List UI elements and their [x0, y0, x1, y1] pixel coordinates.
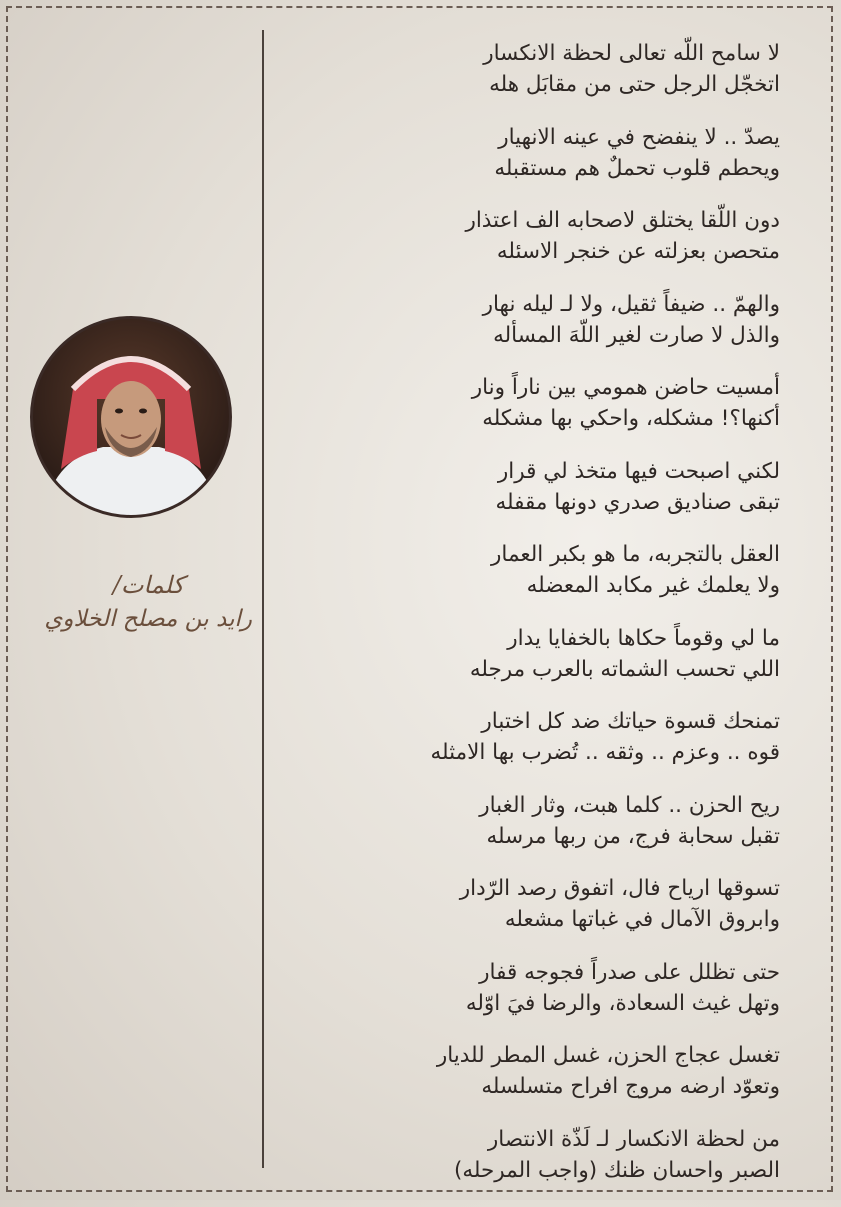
- poem-line: تقبل سحابة فرج، من ربها مرسله: [300, 821, 780, 852]
- poem-line: يصدّ .. لا ينفضح في عينه الانهيار: [300, 122, 780, 153]
- poem-line: ويحطم قلوب تحملٌ هم مستقبله: [300, 153, 780, 184]
- poem-line: وتهل غيث السعادة، والرضا فيَ اوّله: [300, 988, 780, 1019]
- poem-line: اتخجّل الرجل حتى من مقابَل هله: [300, 69, 780, 100]
- poem-line: والذل لا صارت لغير اللّهَ المسأله: [300, 320, 780, 351]
- credit-block: [18, 568, 258, 636]
- stanza: [300, 122, 780, 206]
- poem-line: تغسل عجاج الحزن، غسل المطر للديار: [300, 1040, 780, 1071]
- poet-name: رايد بن مصلح الخلاوي: [18, 602, 258, 636]
- credit-label: كلمات/: [18, 568, 258, 602]
- stanza: [300, 623, 780, 707]
- poem-line: تسوقها ارياح فال، اتفوق رصد الرّدار: [300, 873, 780, 904]
- stanza: [300, 873, 780, 957]
- stanza: [300, 1124, 780, 1207]
- poem-line: ريح الحزن .. كلما هبت، وثار الغبار: [300, 790, 780, 821]
- poem-body: [300, 38, 780, 1207]
- poem-line: من لحظة الانكسار لـ لَذّة الانتصار: [300, 1124, 780, 1155]
- stanza: [300, 539, 780, 623]
- poem-line: وابروق الآمال في غباتها مشعله: [300, 904, 780, 935]
- poem-line: اللي تحسب الشماته بالعرب مرجله: [300, 654, 780, 685]
- stanza: [300, 38, 780, 122]
- stanza: [300, 790, 780, 874]
- poem-line: قوه .. وعزم .. وثقه .. تُضرب بها الامثله: [300, 737, 780, 768]
- stanza: [300, 1040, 780, 1124]
- stanza: [300, 372, 780, 456]
- poem-line: وتعوّد ارضه مروج افراح متسلسله: [300, 1071, 780, 1102]
- poem-line: حتى تظلل على صدراً فجوجه قفار: [300, 957, 780, 988]
- stanza: [300, 706, 780, 790]
- poem-line: والهمّ .. ضيفاً ثقيل، ولا لـ ليله نهار: [300, 289, 780, 320]
- poem-line: أمسيت حاضن همومي بين ناراً ونار: [300, 372, 780, 403]
- poem-line: العقل بالتجربه، ما هو بكبر العمار: [300, 539, 780, 570]
- stanza: [300, 456, 780, 540]
- stanza: [300, 205, 780, 289]
- vertical-divider: [262, 30, 264, 1168]
- stanza: [300, 289, 780, 373]
- poem-line: الصبر واحسان ظنك (واجب المرحله): [300, 1155, 780, 1186]
- poem-line: ما لي وقوماً حكاها بالخفايا يدار: [300, 623, 780, 654]
- poem-line: دون اللّقا يختلق لاصحابه الف اعتذار: [300, 205, 780, 236]
- poem-line: تبقى صناديق صدري دونها مقفله: [300, 487, 780, 518]
- poet-portrait-image: [33, 319, 229, 515]
- poem-line: ولا يعلمك غير مكابد المعضله: [300, 570, 780, 601]
- poem-line: تمنحك قسوة حياتك ضد كل اختبار: [300, 706, 780, 737]
- poem-line: لكني اصبحت فيها متخذ لي قرار: [300, 456, 780, 487]
- poet-photo: [30, 316, 232, 518]
- poem-line: لا سامح اللّه تعالى لحظة الانكسار: [300, 38, 780, 69]
- poem-line: متحصن بعزلته عن خنجر الاسئله: [300, 236, 780, 267]
- poem-line: أكنها؟! مشكله، واحكي بها مشكله: [300, 403, 780, 434]
- stanza: [300, 957, 780, 1041]
